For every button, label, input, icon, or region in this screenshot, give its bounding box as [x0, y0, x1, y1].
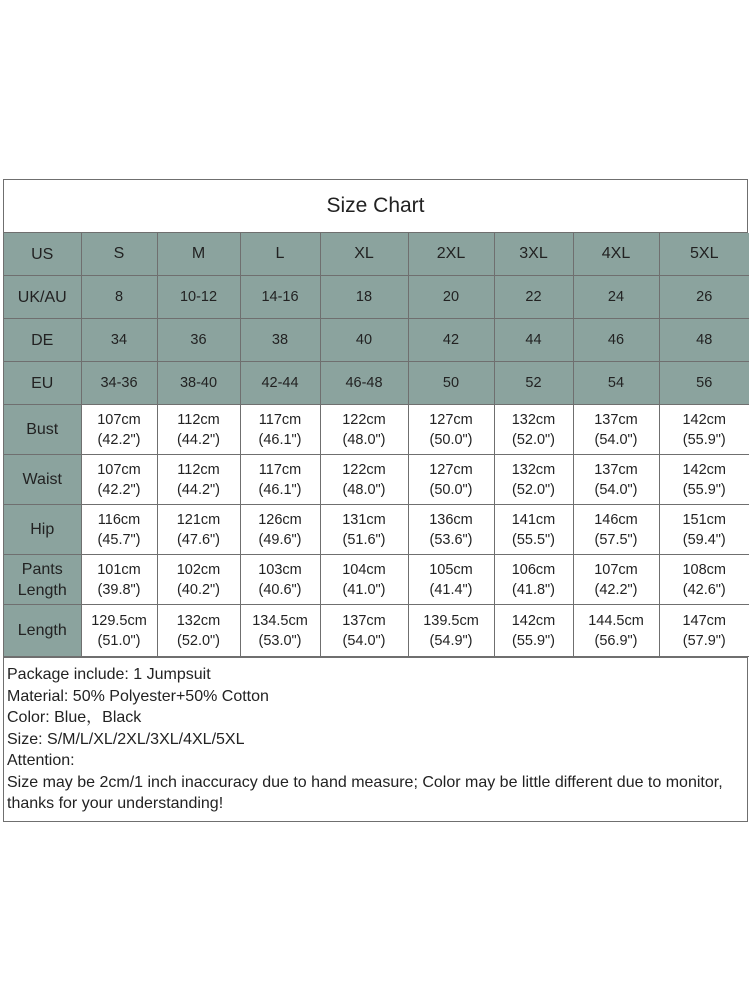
cm-value: 108cm [682, 561, 727, 578]
cm-value: 126cm [258, 511, 302, 528]
inch-value: (54.0") [594, 481, 638, 498]
inch-value: (49.6") [258, 531, 302, 548]
inch-value: (59.4") [682, 531, 726, 548]
row-label-pants-length [4, 555, 81, 605]
label-line: Pants [21, 560, 63, 578]
cm-value: 127cm [429, 461, 473, 478]
size-table [4, 233, 749, 657]
table-row-de [4, 319, 749, 362]
cm-value: 107cm [97, 461, 141, 478]
cm-value: 142cm [682, 461, 727, 478]
inch-value: (40.2") [176, 581, 221, 598]
size-cell: 10-12 [157, 276, 240, 319]
size-cell: 38 [240, 319, 320, 362]
inch-value: (45.7") [97, 531, 141, 548]
cm-value: 122cm [342, 411, 386, 428]
inch-value: (55.5") [511, 531, 556, 548]
cm-value: 117cm [258, 461, 302, 478]
inch-value: (46.1") [258, 481, 302, 498]
size-cell: 38-40 [157, 362, 240, 405]
measure-cell [573, 605, 659, 657]
row-label-uk-au: UK/AU [4, 276, 81, 319]
note-package: Package include: 1 Jumpsuit [7, 666, 211, 683]
measure-cell [320, 505, 408, 555]
measure-cell [573, 505, 659, 555]
measure-cell [81, 555, 157, 605]
measure-cell [157, 405, 240, 455]
cm-value: 142cm [511, 612, 556, 629]
inch-value: (44.2") [176, 431, 221, 448]
size-cell: 36 [157, 319, 240, 362]
size-cell: 42-44 [240, 362, 320, 405]
inch-value: (42.2") [594, 581, 638, 598]
inch-value: (40.6") [258, 581, 302, 598]
size-cell: 5XL [659, 233, 749, 276]
size-cell: 54 [573, 362, 659, 405]
inch-value: (44.2") [176, 481, 221, 498]
inch-value: (50.0") [429, 431, 473, 448]
note-attention-heading: Attention: [7, 752, 75, 769]
note-size: Size: S/M/L/XL/2XL/3XL/4XL/5XL [7, 730, 245, 748]
cm-value: 107cm [594, 561, 638, 578]
table-row-eu [4, 362, 749, 405]
size-cell: 24 [573, 276, 659, 319]
chart-title: Size Chart [4, 180, 747, 233]
size-cell: 40 [320, 319, 408, 362]
note-color: Color: Blue，Black [7, 709, 142, 726]
measure-cell [408, 605, 494, 657]
measure-cell [81, 505, 157, 555]
cm-value: 141cm [511, 511, 556, 528]
measure-cell [573, 555, 659, 605]
inch-value: (52.0") [511, 481, 556, 498]
size-cell: 46 [573, 319, 659, 362]
inch-value: (55.9") [682, 481, 726, 498]
inch-value: (54.0") [594, 431, 638, 448]
measure-cell [659, 505, 749, 555]
measure-cell [408, 505, 494, 555]
row-label-hip: Hip [4, 505, 81, 555]
size-cell: XL [320, 233, 408, 276]
measure-cell [157, 605, 240, 657]
cm-value: 137cm [342, 612, 386, 629]
row-label-length: Length [4, 605, 81, 657]
cm-value: 117cm [258, 411, 302, 428]
measure-cell [659, 605, 749, 657]
cm-value: 104cm [342, 561, 386, 578]
cm-value: 103cm [258, 561, 302, 578]
cm-value: 132cm [511, 461, 556, 478]
measure-cell [573, 405, 659, 455]
size-cell: 4XL [573, 233, 659, 276]
inch-value: (53.6") [429, 531, 473, 548]
inch-value: (41.0") [342, 581, 386, 598]
size-cell: 46-48 [320, 362, 408, 405]
cm-value: 137cm [594, 461, 638, 478]
size-cell: 52 [494, 362, 573, 405]
inch-value: (57.9") [682, 632, 726, 649]
measure-cell [240, 505, 320, 555]
measure-cell [573, 455, 659, 505]
size-cell: M [157, 233, 240, 276]
cm-value: 127cm [429, 411, 473, 428]
cm-value: 112cm [177, 461, 220, 478]
inch-value: (41.8") [511, 581, 556, 598]
size-cell: 22 [494, 276, 573, 319]
inch-value: (52.0") [176, 632, 221, 649]
cm-value: 101cm [97, 561, 141, 578]
note-material: Material: 50% Polyester+50% Cotton [7, 687, 269, 705]
measure-cell [81, 455, 157, 505]
product-notes [4, 657, 747, 821]
measure-cell [157, 555, 240, 605]
size-cell: 8 [81, 276, 157, 319]
size-cell: 20 [408, 276, 494, 319]
measure-cell [494, 505, 573, 555]
size-cell: 44 [494, 319, 573, 362]
table-row-hip [4, 505, 749, 555]
size-cell: S [81, 233, 157, 276]
measure-cell [494, 455, 573, 505]
inch-value: (56.9") [594, 632, 638, 649]
size-cell: 2XL [408, 233, 494, 276]
cm-value: 121cm [176, 511, 221, 528]
cm-value: 146cm [594, 511, 638, 528]
measure-cell [320, 405, 408, 455]
inch-value: (46.1") [258, 431, 302, 448]
cm-value: 116cm [97, 511, 141, 528]
row-label-eu: EU [4, 362, 81, 405]
measure-cell [81, 405, 157, 455]
inch-value: (52.0") [511, 431, 556, 448]
inch-value: (48.0") [342, 481, 386, 498]
measure-cell [659, 455, 749, 505]
cm-value: 136cm [429, 511, 473, 528]
note-attention-text: Size may be 2cm/1 inch inaccuracy due to hand measure; Color may be little different due to monitor, thanks for your understanding! [7, 773, 723, 812]
inch-value: (53.0") [258, 632, 302, 649]
size-cell: L [240, 233, 320, 276]
size-cell: 48 [659, 319, 749, 362]
inch-value: (51.0") [97, 632, 141, 649]
size-cell: 3XL [494, 233, 573, 276]
measure-cell [408, 555, 494, 605]
inch-value: (55.9") [682, 431, 726, 448]
cm-value: 122cm [342, 461, 386, 478]
cm-value: 129.5cm [91, 612, 147, 629]
cm-value: 147cm [682, 612, 727, 629]
cm-value: 137cm [594, 411, 638, 428]
label-line: Length [17, 581, 67, 599]
inch-value: (39.8") [97, 581, 141, 598]
inch-value: (41.4") [429, 581, 473, 598]
measure-cell [659, 405, 749, 455]
measure-cell [320, 605, 408, 657]
measure-cell [240, 555, 320, 605]
cm-value: 106cm [511, 561, 556, 578]
measure-cell [240, 455, 320, 505]
table-row-us [4, 233, 749, 276]
size-chart [3, 179, 748, 822]
cm-value: 139.5cm [423, 612, 479, 629]
inch-value: (51.6") [342, 531, 386, 548]
size-cell: 56 [659, 362, 749, 405]
measure-cell [240, 405, 320, 455]
measure-cell [408, 455, 494, 505]
row-label-waist: Waist [4, 455, 81, 505]
table-row-waist [4, 455, 749, 505]
size-cell: 14-16 [240, 276, 320, 319]
measure-cell [81, 605, 157, 657]
size-cell: 34-36 [81, 362, 157, 405]
measure-cell [494, 405, 573, 455]
row-label-bust: Bust [4, 405, 81, 455]
cm-value: 107cm [97, 411, 141, 428]
size-cell: 18 [320, 276, 408, 319]
table-row-uk-au [4, 276, 749, 319]
table-row-length [4, 605, 749, 657]
inch-value: (54.0") [342, 632, 386, 649]
inch-value: (57.5") [594, 531, 638, 548]
size-cell: 42 [408, 319, 494, 362]
row-label-de: DE [4, 319, 81, 362]
inch-value: (50.0") [429, 481, 473, 498]
measure-cell [494, 555, 573, 605]
size-cell: 34 [81, 319, 157, 362]
measure-cell [408, 405, 494, 455]
measure-cell [320, 555, 408, 605]
inch-value: (48.0") [342, 431, 386, 448]
inch-value: (54.9") [429, 632, 473, 649]
row-label-us: US [4, 233, 81, 276]
cm-value: 132cm [511, 411, 556, 428]
measure-cell [320, 455, 408, 505]
inch-value: (42.2") [97, 481, 141, 498]
inch-value: (42.2") [97, 431, 141, 448]
size-cell: 26 [659, 276, 749, 319]
inch-value: (42.6") [682, 581, 726, 598]
cm-value: 112cm [177, 411, 220, 428]
measure-cell [240, 605, 320, 657]
measure-cell [157, 505, 240, 555]
inch-value: (55.9") [511, 632, 556, 649]
measure-cell [157, 455, 240, 505]
cm-value: 144.5cm [588, 612, 644, 629]
cm-value: 131cm [342, 511, 386, 528]
cm-value: 105cm [429, 561, 473, 578]
cm-value: 132cm [176, 612, 221, 629]
size-cell: 50 [408, 362, 494, 405]
cm-value: 102cm [176, 561, 221, 578]
inch-value: (47.6") [176, 531, 221, 548]
cm-value: 151cm [682, 511, 727, 528]
table-row-pants-length [4, 555, 749, 605]
cm-value: 142cm [682, 411, 727, 428]
cm-value: 134.5cm [252, 612, 308, 629]
measure-cell [659, 555, 749, 605]
table-row-bust [4, 405, 749, 455]
measure-cell [494, 605, 573, 657]
